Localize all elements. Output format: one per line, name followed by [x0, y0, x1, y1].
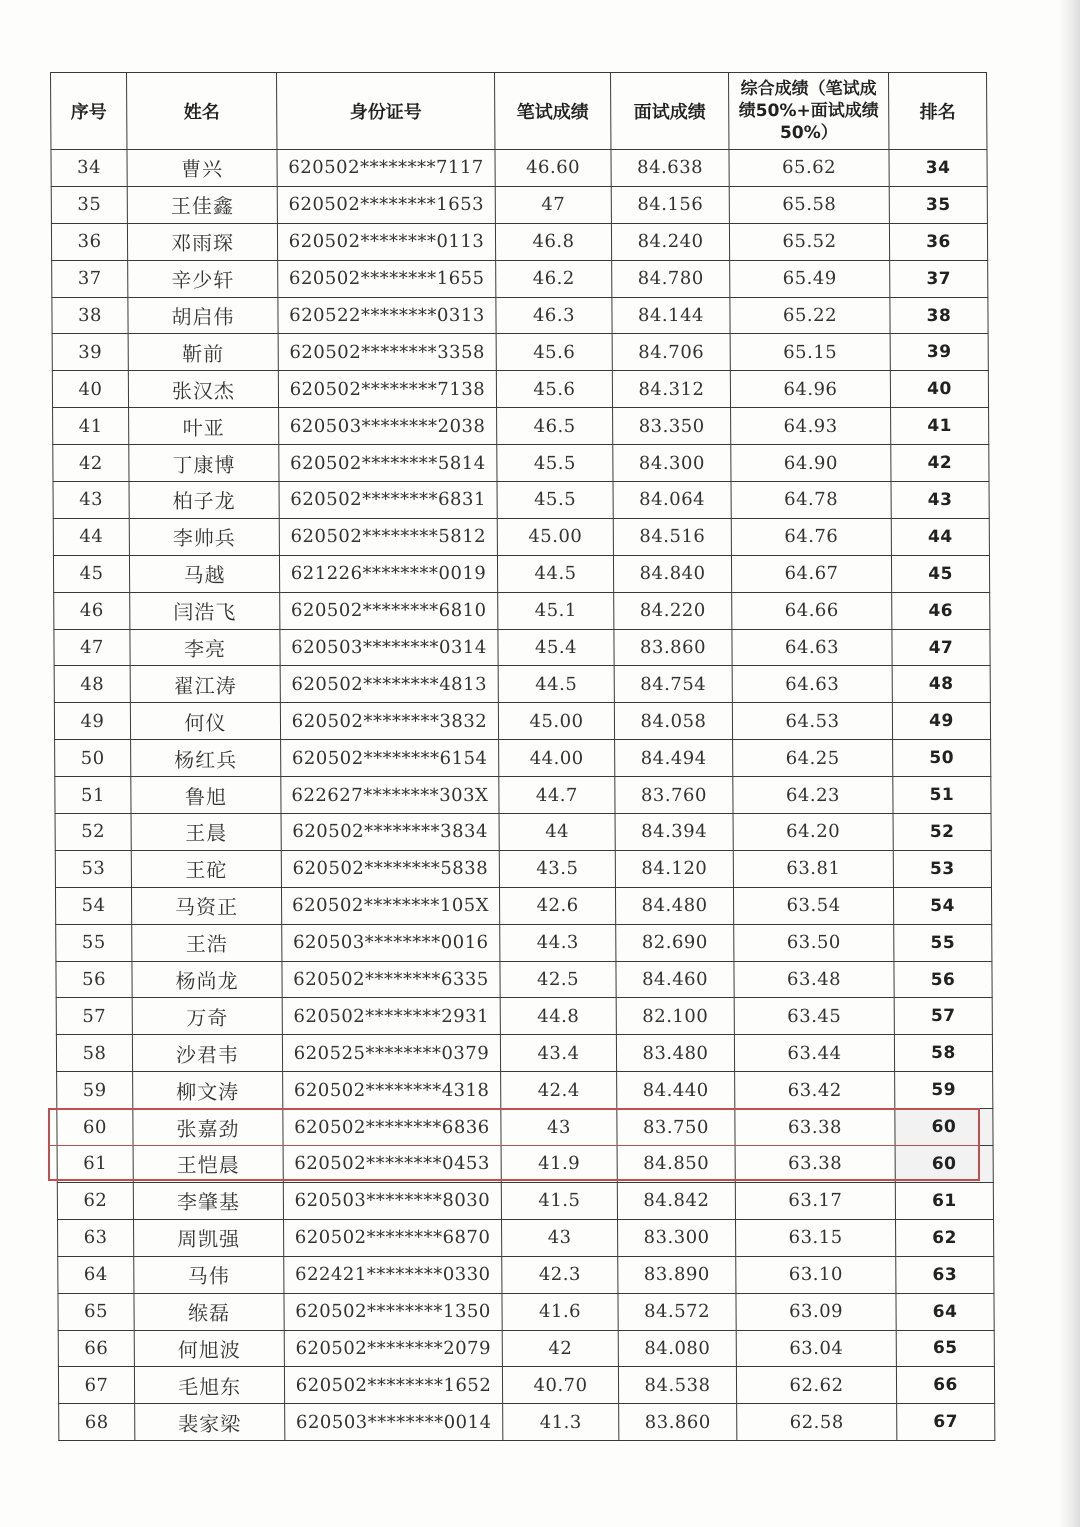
cell-interview: 84.638 — [611, 150, 729, 187]
cell-id: 620502********1655 — [278, 260, 496, 297]
cell-composite: 64.96 — [730, 371, 890, 408]
cell-interview: 84.754 — [614, 666, 732, 703]
table-row — [55, 850, 991, 887]
cell-interview: 84.240 — [611, 223, 729, 260]
table-row — [57, 1146, 993, 1183]
table-row — [53, 555, 989, 592]
table-row — [52, 371, 988, 408]
cell-composite: 65.62 — [729, 150, 889, 187]
cell-rank: 35 — [889, 186, 987, 223]
cell-id: 620502********7117 — [277, 150, 495, 187]
table-row — [55, 740, 991, 777]
cell-name: 马资正 — [131, 887, 281, 924]
cell-rank: 49 — [892, 703, 990, 740]
cell-interview: 84.850 — [617, 1146, 735, 1183]
table-row — [58, 1256, 994, 1293]
cell-rank: 54 — [893, 887, 991, 924]
table-row — [56, 924, 992, 961]
cell-interview: 84.480 — [615, 887, 733, 924]
table-row — [58, 1367, 994, 1404]
table-row — [54, 703, 990, 740]
cell-rank: 52 — [893, 814, 991, 851]
cell-interview: 83.750 — [617, 1109, 735, 1146]
cell-name: 张汉杰 — [128, 371, 278, 408]
cell-composite: 63.10 — [736, 1256, 896, 1293]
cell-written: 45.6 — [496, 371, 612, 408]
header-written: 笔试成绩 — [495, 73, 611, 150]
cell-written: 43 — [502, 1219, 618, 1256]
cell-composite: 64.90 — [731, 445, 891, 482]
cell-written: 45.00 — [498, 703, 614, 740]
header-seq: 序号 — [51, 73, 127, 150]
table-row — [54, 592, 990, 629]
cell-seq: 50 — [55, 740, 131, 777]
cell-interview: 84.572 — [618, 1293, 736, 1330]
cell-seq: 43 — [53, 482, 129, 519]
cell-name: 邓雨琛 — [127, 223, 277, 260]
cell-name: 沙君韦 — [132, 1035, 282, 1072]
cell-written: 46.5 — [497, 408, 613, 445]
cell-composite: 65.15 — [730, 334, 890, 371]
cell-written: 43.5 — [499, 850, 615, 887]
cell-id: 620502********6836 — [283, 1109, 501, 1146]
cell-interview: 84.516 — [613, 518, 731, 555]
cell-id: 620525********0379 — [282, 1035, 500, 1072]
header-name: 姓名 — [127, 73, 277, 150]
cell-interview: 84.460 — [616, 961, 734, 998]
table-row — [53, 482, 989, 519]
cell-written: 46.60 — [495, 150, 611, 187]
cell-name: 马伟 — [134, 1256, 284, 1293]
cell-composite: 64.78 — [731, 482, 891, 519]
cell-seq: 44 — [53, 518, 129, 555]
cell-name: 马越 — [129, 555, 279, 592]
cell-interview: 84.706 — [612, 334, 730, 371]
cell-interview: 84.780 — [612, 260, 730, 297]
cell-interview: 83.350 — [613, 408, 731, 445]
cell-interview: 84.144 — [612, 297, 730, 334]
cell-seq: 39 — [52, 334, 128, 371]
cell-seq: 59 — [57, 1072, 133, 1109]
cell-rank: 44 — [891, 518, 989, 555]
table-row — [51, 186, 987, 223]
cell-rank: 53 — [893, 850, 991, 887]
cell-seq: 66 — [58, 1330, 134, 1367]
cell-id: 620502********6810 — [280, 592, 498, 629]
cell-composite: 64.76 — [731, 518, 891, 555]
table-row — [55, 777, 991, 814]
cell-written: 42.4 — [501, 1072, 617, 1109]
cell-written: 42.3 — [502, 1256, 618, 1293]
cell-seq: 42 — [53, 445, 129, 482]
cell-composite: 63.54 — [733, 887, 893, 924]
cell-written: 42 — [502, 1330, 618, 1367]
table-row — [58, 1330, 994, 1367]
cell-name: 王佳鑫 — [127, 186, 277, 223]
cell-interview: 84.440 — [617, 1072, 735, 1109]
cell-composite: 63.15 — [736, 1219, 896, 1256]
cell-rank: 62 — [896, 1219, 994, 1256]
cell-written: 44 — [499, 814, 615, 851]
cell-name: 万奇 — [132, 998, 282, 1035]
cell-rank: 41 — [891, 408, 989, 445]
cell-rank: 43 — [891, 482, 989, 519]
table-header-row — [51, 73, 987, 150]
cell-interview: 82.100 — [616, 998, 734, 1035]
cell-id: 620502********0113 — [277, 223, 495, 260]
cell-rank: 45 — [891, 555, 989, 592]
cell-rank: 55 — [894, 924, 992, 961]
cell-rank: 48 — [892, 666, 990, 703]
cell-written: 44.5 — [497, 555, 613, 592]
cell-composite: 64.23 — [733, 777, 893, 814]
cell-seq: 57 — [56, 998, 132, 1035]
cell-id: 620502********7138 — [278, 371, 496, 408]
table-row — [56, 961, 992, 998]
cell-name: 曹兴 — [127, 150, 277, 187]
cell-name: 张嘉劲 — [133, 1109, 283, 1146]
cell-name: 柏子龙 — [129, 482, 279, 519]
cell-rank: 42 — [891, 445, 989, 482]
cell-rank: 65 — [896, 1330, 994, 1367]
cell-composite: 64.63 — [732, 629, 892, 666]
cell-interview: 84.064 — [613, 482, 731, 519]
cell-seq: 51 — [55, 777, 131, 814]
header-rank: 排名 — [889, 73, 987, 150]
cell-interview: 84.538 — [618, 1367, 736, 1404]
cell-rank: 51 — [893, 777, 991, 814]
cell-rank: 57 — [894, 998, 992, 1035]
cell-rank: 58 — [894, 1035, 992, 1072]
cell-seq: 63 — [58, 1219, 134, 1256]
cell-id: 620503********8030 — [283, 1182, 501, 1219]
cell-id: 622421********0330 — [284, 1256, 502, 1293]
cell-seq: 34 — [51, 150, 127, 187]
cell-name: 毛旭东 — [134, 1367, 284, 1404]
cell-name: 杨尚龙 — [132, 961, 282, 998]
cell-composite: 65.58 — [729, 186, 889, 223]
cell-name: 裴家梁 — [135, 1404, 285, 1441]
cell-name: 鲁旭 — [131, 777, 281, 814]
cell-id: 620503********0314 — [280, 629, 498, 666]
cell-rank: 39 — [890, 334, 988, 371]
cell-name: 王浩 — [132, 924, 282, 961]
cell-written: 45.6 — [496, 334, 612, 371]
table-row — [55, 814, 991, 851]
cell-seq: 58 — [56, 1035, 132, 1072]
table-row — [51, 150, 987, 187]
table-row — [53, 518, 989, 555]
cell-seq: 62 — [57, 1182, 133, 1219]
cell-rank: 64 — [896, 1293, 994, 1330]
cell-rank: 46 — [892, 592, 990, 629]
cell-rank: 50 — [893, 740, 991, 777]
cell-rank: 61 — [895, 1182, 993, 1219]
cell-written: 44.5 — [498, 666, 614, 703]
cell-composite: 64.25 — [733, 740, 893, 777]
cell-id: 620502********3834 — [281, 814, 499, 851]
cell-id: 620502********6154 — [281, 740, 499, 777]
cell-interview: 84.300 — [613, 445, 731, 482]
table-row — [53, 408, 989, 445]
cell-seq: 41 — [53, 408, 129, 445]
cell-seq: 38 — [52, 297, 128, 334]
cell-name: 翟江涛 — [130, 666, 280, 703]
table-row — [57, 1182, 993, 1219]
cell-composite: 63.04 — [736, 1330, 896, 1367]
cell-rank: 67 — [897, 1404, 995, 1441]
cell-composite: 64.66 — [732, 592, 892, 629]
cell-name: 杨红兵 — [131, 740, 281, 777]
cell-interview: 84.842 — [617, 1182, 735, 1219]
cell-interview: 84.494 — [615, 740, 733, 777]
table-row — [57, 1109, 993, 1146]
cell-name: 缑磊 — [134, 1293, 284, 1330]
cell-written: 42.6 — [499, 887, 615, 924]
cell-seq: 53 — [55, 850, 131, 887]
cell-id: 620502********5814 — [279, 445, 497, 482]
cell-composite: 64.53 — [732, 703, 892, 740]
cell-interview: 84.394 — [615, 814, 733, 851]
cell-seq: 36 — [51, 223, 127, 260]
cell-composite: 64.93 — [731, 408, 891, 445]
cell-name: 李肇基 — [133, 1182, 283, 1219]
cell-rank: 63 — [896, 1256, 994, 1293]
cell-name: 叶亚 — [129, 408, 279, 445]
cell-rank: 36 — [889, 223, 987, 260]
cell-id: 620502********3358 — [278, 334, 496, 371]
cell-id: 620502********5812 — [279, 518, 497, 555]
cell-rank: 56 — [894, 961, 992, 998]
cell-name: 王晨 — [131, 814, 281, 851]
cell-id: 620502********1652 — [284, 1367, 502, 1404]
cell-id: 620502********4318 — [283, 1072, 501, 1109]
cell-seq: 55 — [56, 924, 132, 961]
cell-id: 620502********1653 — [277, 186, 495, 223]
cell-written: 45.1 — [498, 592, 614, 629]
cell-rank: 60 — [895, 1146, 993, 1183]
table-body — [51, 150, 995, 1441]
table-row — [58, 1293, 994, 1330]
table-row — [52, 297, 988, 334]
cell-seq: 37 — [52, 260, 128, 297]
cell-rank: 59 — [895, 1072, 993, 1109]
cell-name: 胡启伟 — [128, 297, 278, 334]
cell-written: 45.5 — [497, 445, 613, 482]
cell-written: 41.6 — [502, 1293, 618, 1330]
cell-written: 47 — [495, 186, 611, 223]
cell-seq: 56 — [56, 961, 132, 998]
cell-name: 王砣 — [131, 850, 281, 887]
cell-seq: 49 — [54, 703, 130, 740]
cell-id: 620522********0313 — [278, 297, 496, 334]
cell-composite: 62.58 — [737, 1404, 897, 1441]
cell-name: 周凯强 — [134, 1219, 284, 1256]
cell-name: 王恺晨 — [133, 1146, 283, 1183]
table-row — [58, 1219, 994, 1256]
cell-id: 620503********0016 — [282, 924, 500, 961]
cell-composite: 62.62 — [736, 1367, 896, 1404]
table-row — [54, 629, 990, 666]
table-row — [51, 223, 987, 260]
cell-seq: 61 — [57, 1146, 133, 1183]
cell-seq: 35 — [51, 186, 127, 223]
cell-id: 620502********6831 — [279, 482, 497, 519]
table-row — [56, 1035, 992, 1072]
cell-composite: 63.50 — [734, 924, 894, 961]
cell-rank: 38 — [890, 297, 988, 334]
cell-id: 620503********2038 — [279, 408, 497, 445]
table-row — [57, 1072, 993, 1109]
cell-id: 620502********6870 — [284, 1219, 502, 1256]
cell-rank: 40 — [890, 371, 988, 408]
cell-name: 靳前 — [128, 334, 278, 371]
cell-composite: 63.42 — [735, 1072, 895, 1109]
cell-interview: 83.890 — [618, 1256, 736, 1293]
cell-id: 620502********6335 — [282, 961, 500, 998]
cell-seq: 60 — [57, 1109, 133, 1146]
cell-seq: 67 — [58, 1367, 134, 1404]
cell-id: 620502********3832 — [280, 703, 498, 740]
cell-seq: 46 — [54, 592, 130, 629]
cell-written: 46.8 — [495, 223, 611, 260]
cell-interview: 82.690 — [616, 924, 734, 961]
cell-composite: 63.48 — [734, 961, 894, 998]
cell-written: 43 — [501, 1109, 617, 1146]
cell-id: 620502********105X — [281, 887, 499, 924]
cell-name: 闫浩飞 — [130, 592, 280, 629]
cell-written: 45.00 — [497, 518, 613, 555]
cell-name: 丁康博 — [129, 445, 279, 482]
cell-rank: 66 — [896, 1367, 994, 1404]
cell-interview: 83.860 — [614, 629, 732, 666]
cell-name: 柳文涛 — [133, 1072, 283, 1109]
cell-composite: 63.81 — [733, 850, 893, 887]
cell-id: 621226********0019 — [279, 555, 497, 592]
table-row — [56, 998, 992, 1035]
cell-written: 40.70 — [502, 1367, 618, 1404]
table-row — [53, 445, 989, 482]
header-id: 身份证号 — [277, 73, 495, 150]
table-row — [55, 887, 991, 924]
cell-interview: 83.760 — [615, 777, 733, 814]
table-row — [54, 666, 990, 703]
cell-rank: 37 — [890, 260, 988, 297]
cell-id: 620503********0014 — [285, 1404, 503, 1441]
cell-seq: 65 — [58, 1293, 134, 1330]
cell-written: 45.4 — [498, 629, 614, 666]
cell-composite: 63.38 — [735, 1146, 895, 1183]
cell-interview: 84.080 — [618, 1330, 736, 1367]
table-row — [52, 334, 988, 371]
cell-name: 李亮 — [130, 629, 280, 666]
cell-interview: 83.480 — [616, 1035, 734, 1072]
cell-id: 620502********5838 — [281, 850, 499, 887]
cell-id: 620502********2931 — [282, 998, 500, 1035]
cell-id: 622627********303X — [281, 777, 499, 814]
cell-name: 何旭波 — [134, 1330, 284, 1367]
page-edge-shadow — [1058, 0, 1080, 1527]
cell-interview: 84.220 — [614, 592, 732, 629]
cell-rank: 60 — [895, 1109, 993, 1146]
cell-composite: 63.44 — [734, 1035, 894, 1072]
cell-composite: 65.52 — [729, 223, 889, 260]
cell-written: 43.4 — [500, 1035, 616, 1072]
cell-written: 44.8 — [500, 998, 616, 1035]
cell-seq: 48 — [54, 666, 130, 703]
cell-composite: 65.49 — [730, 260, 890, 297]
cell-id: 620502********0453 — [283, 1146, 501, 1183]
cell-rank: 47 — [892, 629, 990, 666]
cell-written: 44.00 — [499, 740, 615, 777]
cell-composite: 64.20 — [733, 814, 893, 851]
score-table — [50, 72, 995, 1441]
cell-interview: 84.156 — [611, 186, 729, 223]
cell-written: 42.5 — [500, 961, 616, 998]
cell-composite: 64.67 — [731, 555, 891, 592]
table-row — [52, 260, 988, 297]
cell-composite: 63.09 — [736, 1293, 896, 1330]
cell-composite: 65.22 — [730, 297, 890, 334]
cell-written: 41.5 — [501, 1182, 617, 1219]
cell-seq: 68 — [59, 1404, 135, 1441]
cell-seq: 52 — [55, 814, 131, 851]
header-interview: 面试成绩 — [611, 73, 729, 150]
cell-seq: 47 — [54, 629, 130, 666]
cell-composite: 63.45 — [734, 998, 894, 1035]
cell-id: 620502********2079 — [284, 1330, 502, 1367]
cell-id: 620502********4813 — [280, 666, 498, 703]
cell-interview: 84.312 — [612, 371, 730, 408]
cell-interview: 83.300 — [618, 1219, 736, 1256]
cell-composite: 63.17 — [735, 1182, 895, 1219]
cell-name: 李帅兵 — [129, 518, 279, 555]
cell-written: 46.2 — [496, 260, 612, 297]
cell-seq: 45 — [53, 555, 129, 592]
cell-written: 44.3 — [500, 924, 616, 961]
cell-written: 41.3 — [503, 1404, 619, 1441]
cell-name: 辛少轩 — [128, 260, 278, 297]
cell-composite: 63.38 — [735, 1109, 895, 1146]
cell-written: 45.5 — [497, 482, 613, 519]
header-composite: 综合成绩（笔试成绩50%+面试成绩50%） — [729, 73, 889, 150]
cell-written: 41.9 — [501, 1146, 617, 1183]
cell-written: 46.3 — [496, 297, 612, 334]
cell-rank: 34 — [889, 150, 987, 187]
cell-interview: 83.860 — [619, 1404, 737, 1441]
cell-name: 何仪 — [130, 703, 280, 740]
cell-interview: 84.840 — [613, 555, 731, 592]
cell-written: 44.7 — [499, 777, 615, 814]
cell-id: 620502********1350 — [284, 1293, 502, 1330]
cell-seq: 64 — [58, 1256, 134, 1293]
cell-interview: 84.120 — [615, 850, 733, 887]
table-row — [59, 1404, 995, 1441]
cell-interview: 84.058 — [614, 703, 732, 740]
cell-seq: 54 — [55, 887, 131, 924]
cell-seq: 40 — [52, 371, 128, 408]
cell-composite: 64.63 — [732, 666, 892, 703]
